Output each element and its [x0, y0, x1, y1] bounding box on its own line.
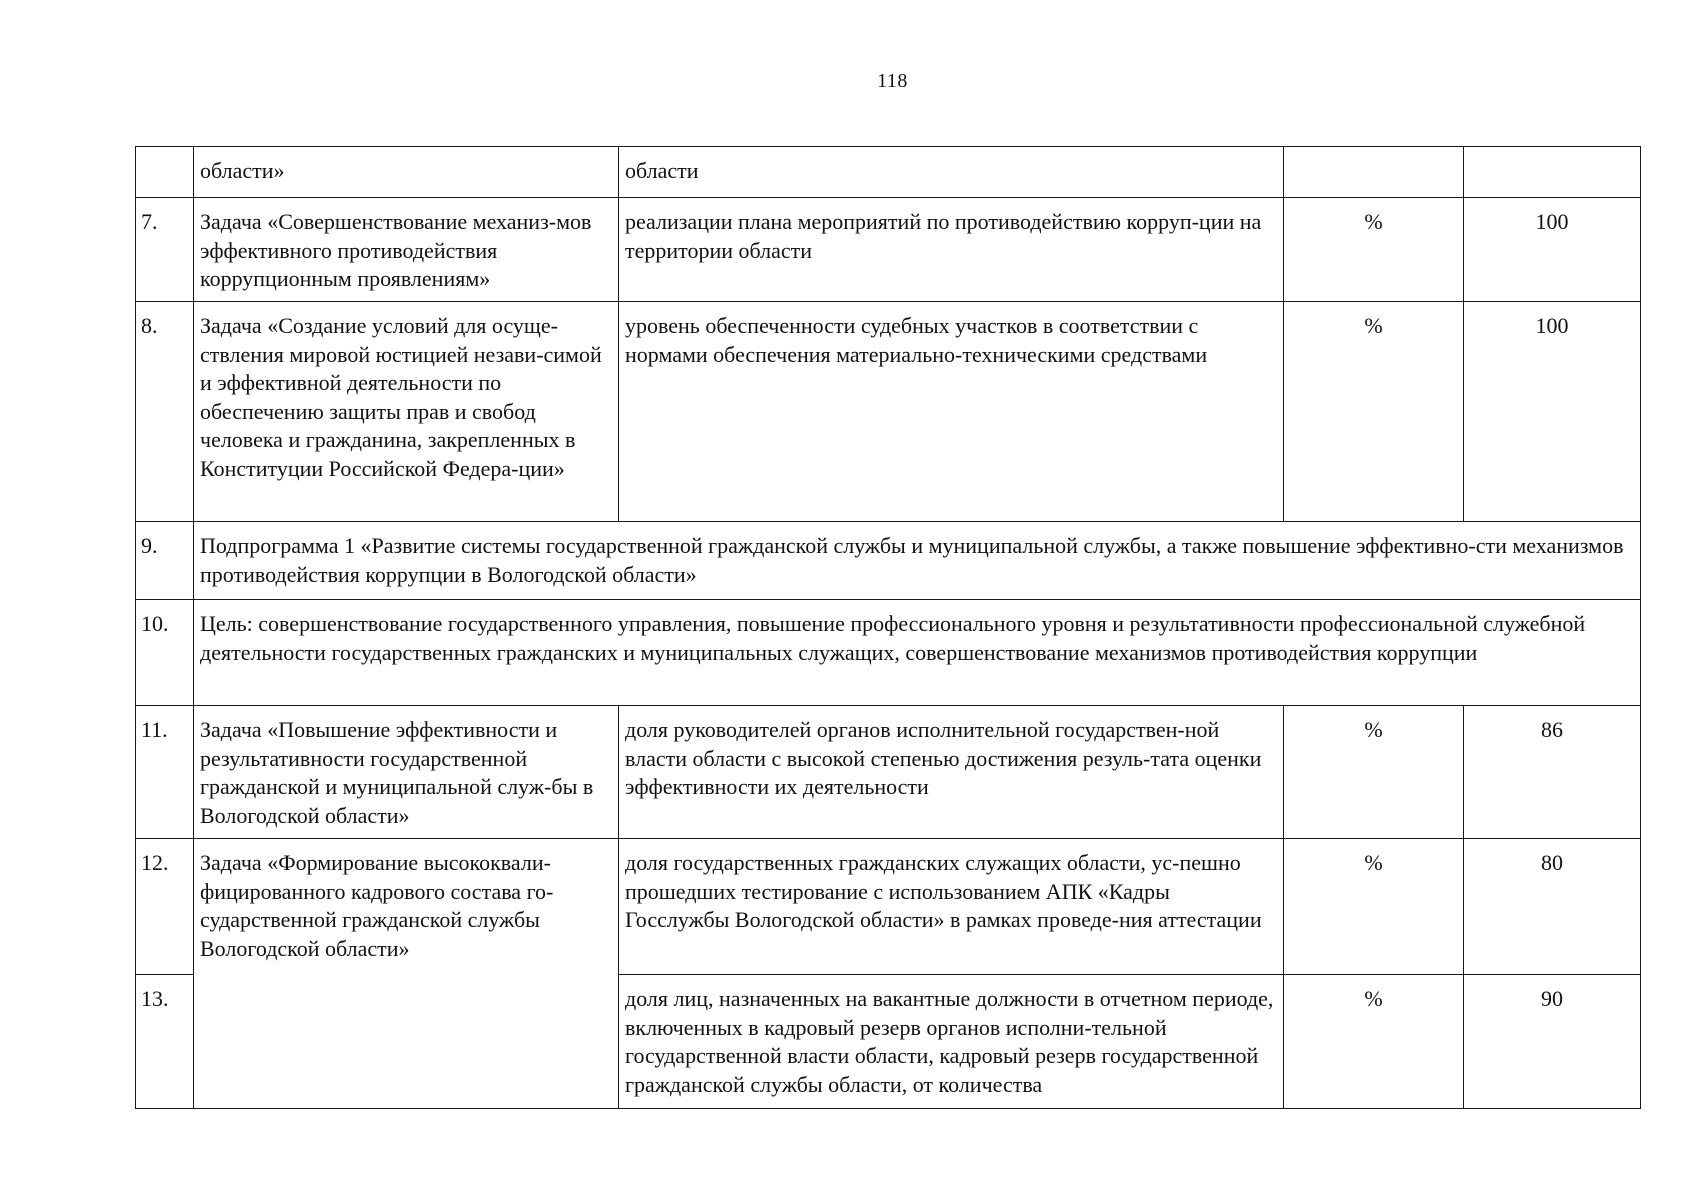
- unit-cell: %: [1284, 706, 1464, 839]
- table-row: [136, 600, 1641, 706]
- indicator-cell: [619, 706, 1284, 839]
- unit-cell: [1284, 147, 1464, 198]
- unit-cell: %: [1284, 198, 1464, 302]
- unit-cell: %: [1284, 975, 1464, 1109]
- page-number: 118: [877, 70, 908, 92]
- unit-cell: %: [1284, 302, 1464, 522]
- indicator-cell: [619, 839, 1284, 975]
- task-cell: [194, 198, 619, 302]
- subprogram-cell: [194, 522, 1641, 600]
- row-number-cell: 11.: [136, 706, 194, 839]
- task-text: Задача «Повышение эффективности и результативности государственной гражданской и муниципальной служ-бы в Вологодской области»: [200, 717, 594, 828]
- indicators-table: [135, 146, 1641, 1109]
- task-cell: [194, 147, 619, 198]
- goal-text: Цель: совершенствование государственного управления, повышение профессионального уровня и результативности профессиональной служебной деятельности государственных гражданских и муниципальных служащих, совершенствование механизмов противодействия коррупции: [200, 611, 1586, 665]
- row-number-cell: 10.: [136, 600, 194, 706]
- task-cell: [194, 839, 619, 1109]
- value-cell: 86: [1464, 706, 1641, 839]
- value-cell: 100: [1464, 302, 1641, 522]
- task-cell: [194, 302, 619, 522]
- goal-cell: [194, 600, 1641, 706]
- value-cell: 90: [1464, 975, 1641, 1109]
- table-row: [136, 147, 1641, 198]
- indicator-cell: [619, 302, 1284, 522]
- row-number-cell: 8.: [136, 302, 194, 522]
- indicator-text: уровень обеспеченности судебных участков в соответствии с нормами обеспечения материально-техническими средствами: [625, 313, 1208, 367]
- table-row: [136, 302, 1641, 522]
- row-number-cell: 9.: [136, 522, 194, 600]
- task-text: Задача «Совершенствование механиз-мов эффективного противодействия коррупционным проявлениям»: [200, 209, 592, 291]
- task-text: Задача «Создание условий для осуще-ствления мировой юстицией незави-симой и эффективной деятельности по обеспечению защиты прав и свобод человека и гражданина, закрепленных в Конституции Российской Федера-ции»: [200, 313, 602, 481]
- indicator-text: доля руководителей органов исполнительной государствен-ной власти области с высокой степенью достижения резуль-тата оценки эффективности их деятельности: [625, 717, 1262, 799]
- indicator-text: доля лиц, назначенных на вакантные должности в отчетном периоде, включенных в кадровый резерв органов исполни-тельной государственной власти области, кадровый резерв государственной гражданской службы области, от количества: [625, 986, 1274, 1097]
- indicator-cell: [619, 975, 1284, 1109]
- subprogram-text: Подпрограмма 1 «Развитие системы государственной гражданской службы и муниципальной службы, а также повышение эффективно-сти механизмов противодействия коррупции в Вологодской области»: [200, 533, 1624, 587]
- indicator-cell: [619, 198, 1284, 302]
- row-number-cell: 13.: [136, 975, 194, 1109]
- table-row: [136, 198, 1641, 302]
- task-text: области»: [200, 158, 285, 183]
- task-cell: [194, 706, 619, 839]
- indicator-cell: [619, 147, 1284, 198]
- row-number-cell: 7.: [136, 198, 194, 302]
- value-cell: 80: [1464, 839, 1641, 975]
- unit-cell: %: [1284, 839, 1464, 975]
- table-row: [136, 706, 1641, 839]
- indicator-text: области: [625, 158, 699, 183]
- row-number-cell: [136, 147, 194, 198]
- value-cell: [1464, 147, 1641, 198]
- indicator-text: доля государственных гражданских служащих области, ус-пешно прошедших тестирование с использованием АПК «Кадры Госслужбы Вологодской области» в рамках проведе-ния аттестации: [625, 850, 1262, 932]
- table-row: [136, 522, 1641, 600]
- row-number-cell: 12.: [136, 839, 194, 975]
- table-row: [136, 839, 1641, 975]
- indicator-text: реализации плана мероприятий по противодействию корруп-ции на территории области: [625, 209, 1262, 263]
- value-cell: 100: [1464, 198, 1641, 302]
- task-text: Задача «Формирование высококвали-фицированного кадрового состава го-сударственной гражданской службы Вологодской области»: [200, 850, 554, 961]
